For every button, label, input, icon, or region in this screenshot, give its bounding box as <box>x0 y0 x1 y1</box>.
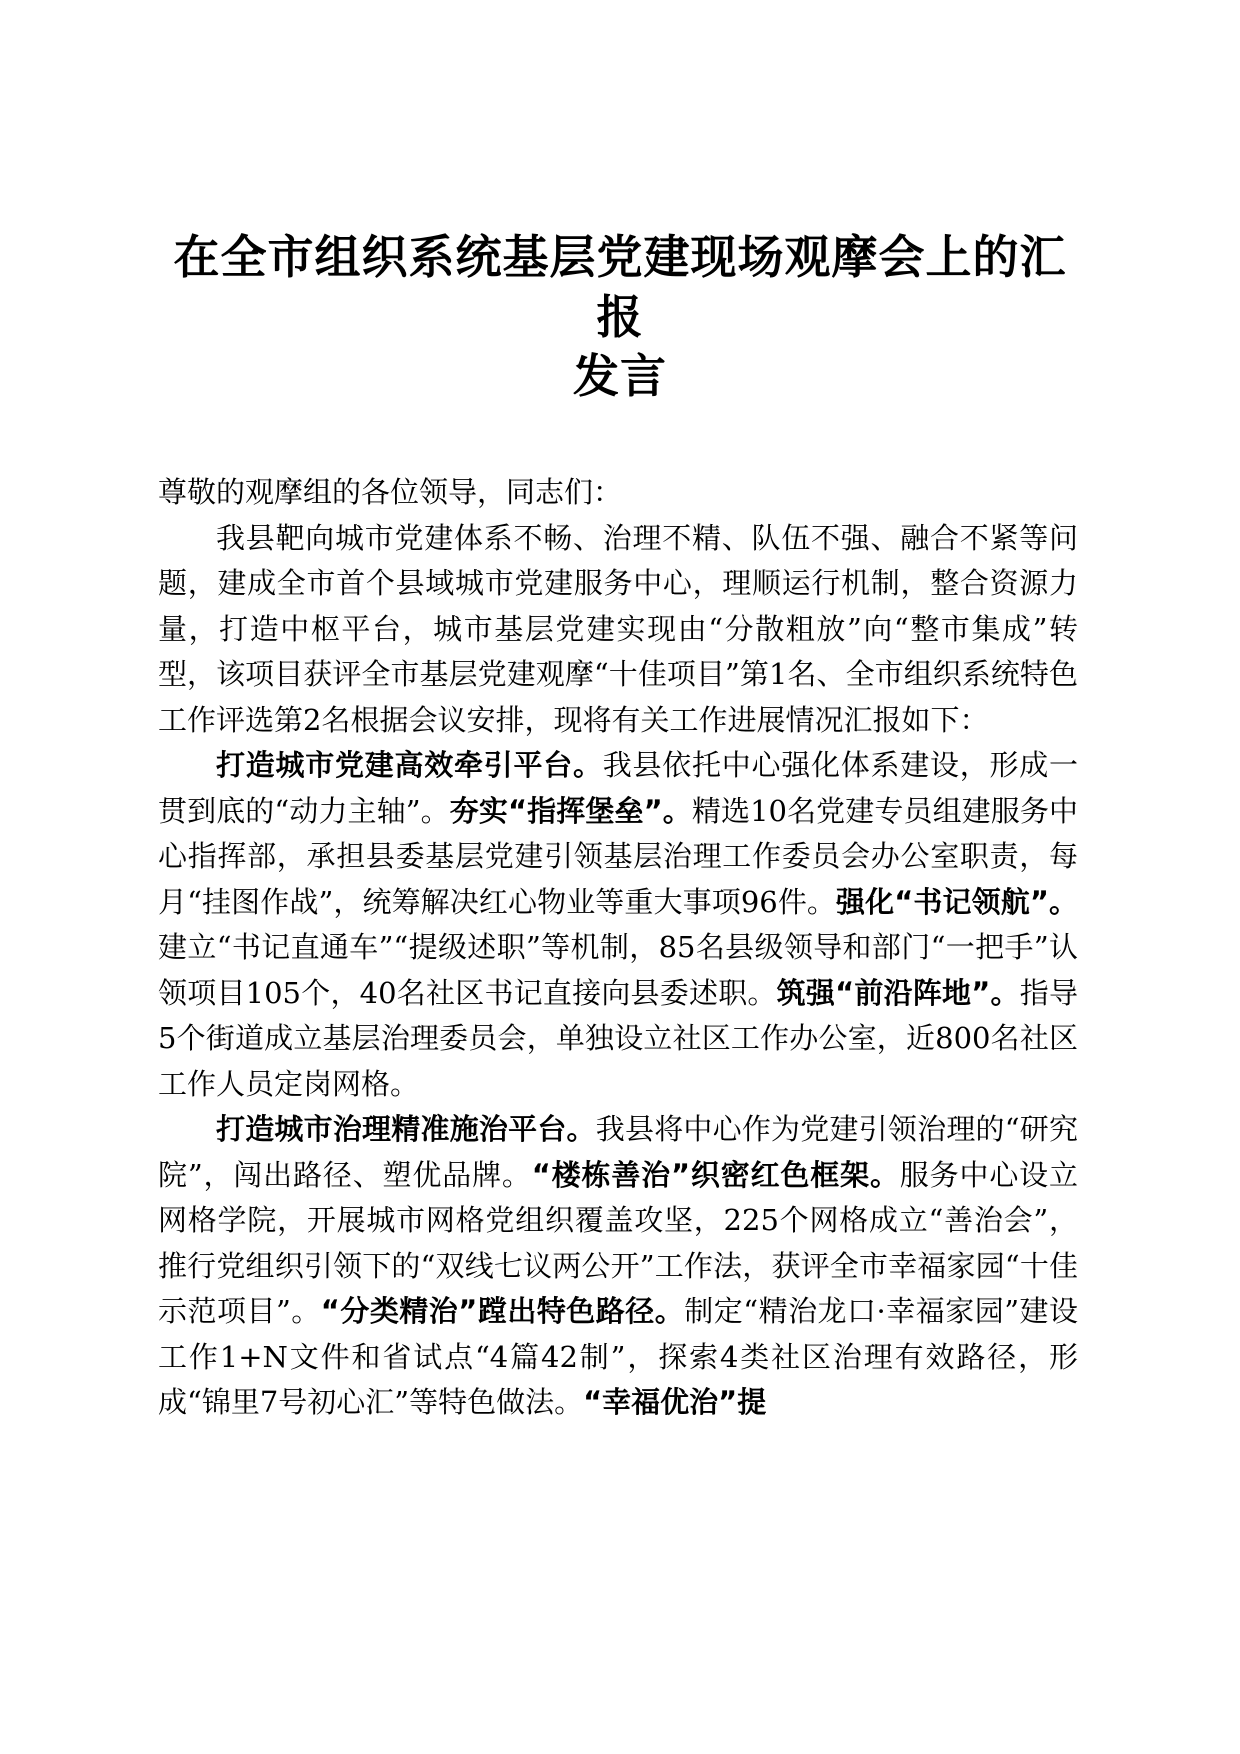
document-title-line1: 在全市组织系统基层党建现场观摩会上的汇报 <box>173 230 1067 344</box>
document-body <box>158 470 1078 1426</box>
section1-text: 建立“书记直通车”“提级述职”等机制，85名县级领导和部门“一把手”认领项目105个，40名社区书记直接向县委述职。 <box>158 930 1078 1010</box>
section2-text: 我县将中心作为党建引领治理的“研究院”，闯出路径、塑优品牌。 <box>158 1112 1078 1192</box>
section1-text: 我县依托中心强化体系建设，形成一贯到底的“动力主轴”。 <box>158 748 1078 828</box>
section1-paragraph <box>158 743 1078 1107</box>
salutation: 尊敬的观摩组的各位领导，同志们： <box>158 475 623 509</box>
section1-subheading: 夯实“指挥堡垒”。 <box>449 793 692 828</box>
section2-subheading: “楼栋善治”织密红色框架。 <box>531 1157 900 1192</box>
section2-heading: 打造城市治理精准施治平台。 <box>216 1112 596 1146</box>
section2-subheading: “分类精治”蹚出特色路径。 <box>320 1294 685 1328</box>
section1-heading: 打造城市党建高效牵引平台。 <box>216 748 603 782</box>
section1-subheading: 筑强“前沿阵地”。 <box>776 975 1020 1010</box>
document-title-line2: 发言 <box>573 349 667 403</box>
section2-paragraph <box>158 1107 1078 1426</box>
section2-text: 制定“精治龙口·幸福家园”建设工作1+N文件和省试点“4篇42制”，探索4类社区治理有效路径，形成“锦里7号初心汇”等特色做法。 <box>158 1294 1079 1419</box>
section1-subheading: 强化“书记领航”。 <box>836 884 1078 919</box>
section2-subheading: “幸福优治”提 <box>583 1385 767 1419</box>
section2-text: 服务中心设立网格学院，开展城市网格党组织覆盖攻坚，225个网格成立“善治会”，推行党组织引领下的“双线七议两公开”工作法，获评全市幸福家园“十佳示范项目”。 <box>158 1157 1078 1328</box>
intro-paragraph: 我县靶向城市党建体系不畅、治理不精、队伍不强、融合不紧等问题，建成全市首个县域城市党建服务中心，理顺运行机制，整合资源力量，打造中枢平台，城市基层党建实现由“分散粗放”向“整市集成”转型，该项目获评全市基层党建观摩“十佳项目”第1名、全市组织系统特色工作评选第2名根据会议安排，现将有关工作进展情况汇报如下： <box>158 520 1078 737</box>
section1-text: 精选10名党建专员组建服务中心指挥部，承担县委基层党建引领基层治理工作委员会办公室职责，每月“挂图作战”，统筹解决红心物业等重大事项96件。 <box>158 793 1079 919</box>
section1-text: 指导5个街道成立基层治理委员会，单独设立社区工作办公室，近800名社区工作人员定岗网格。 <box>158 975 1078 1101</box>
